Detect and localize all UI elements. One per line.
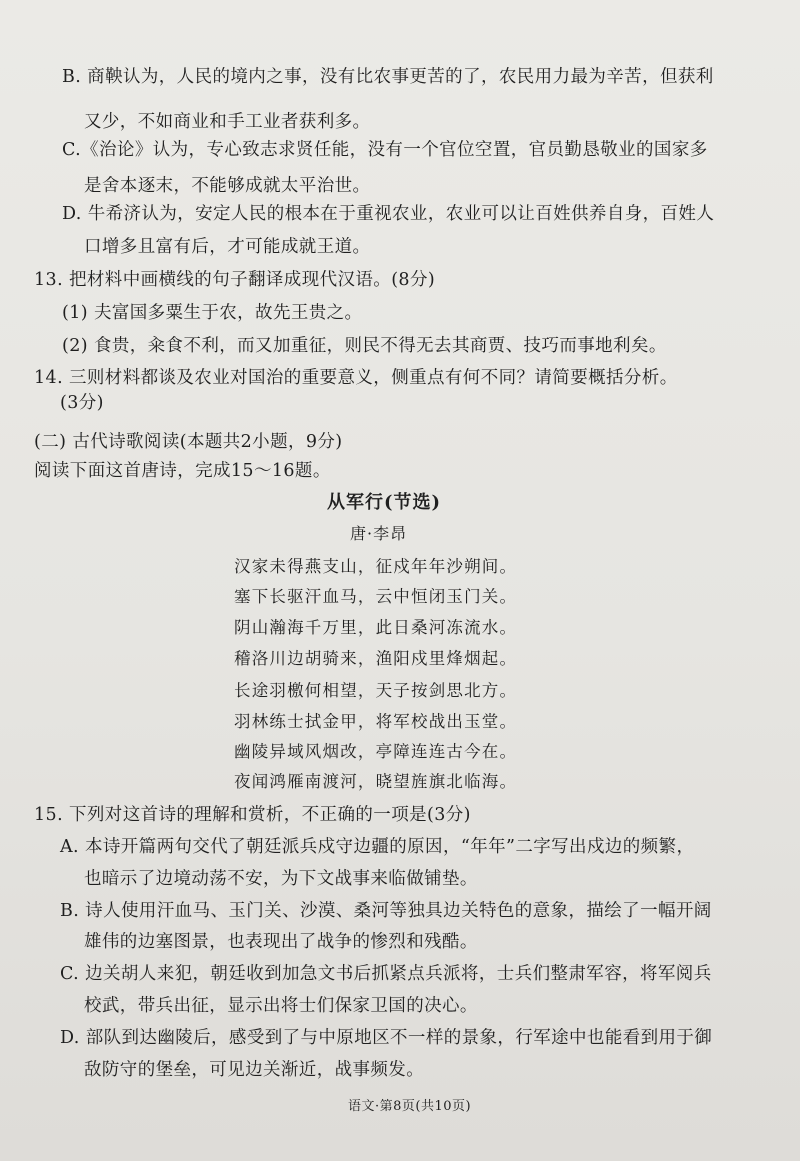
- question-14-line2: (3分): [60, 393, 104, 413]
- option-b-line1: B. 商鞅认为，人民的境内之事，没有比农事更苦的了，农民用力最为辛苦，但获利: [62, 67, 714, 87]
- question-15: 15. 下列对这首诗的理解和赏析，不正确的一项是(3分): [34, 805, 471, 825]
- page-footer: 语文·第8页(共10页): [348, 1099, 472, 1114]
- option-c-line1: C.《治论》认为，专心致志求贤任能，没有一个官位空置，官员勤恳敬业的国家多: [62, 140, 708, 160]
- section-heading: (二) 古代诗歌阅读(本题共2小题，9分): [34, 432, 343, 452]
- poem-line-6: 羽林练士拭金甲，将军校战出玉堂。: [234, 712, 518, 731]
- option-b-line2: 又少，不如商业和手工业者获利多。: [84, 112, 371, 132]
- q15-option-a-line2: 也暗示了边境动荡不安，为下文战事来临做铺垫。: [84, 869, 478, 889]
- question-14-line1: 14. 三则材料都谈及农业对国治的重要意义，侧重点有何不同？请简要概括分析。: [34, 368, 678, 388]
- poem-line-3: 阴山瀚海千万里，此日桑河冻流水。: [234, 618, 518, 637]
- q15-option-d-line1: D. 部队到达幽陵后，感受到了与中原地区不一样的景象，行军途中也能看到用于御: [60, 1028, 713, 1048]
- poem-line-1: 汉家未得燕支山，征戍年年沙朔间。: [234, 557, 518, 576]
- poem-line-4: 稽洛川边胡骑来，渔阳戍里烽烟起。: [234, 649, 518, 668]
- poem-title: 从军行(节选): [327, 492, 442, 513]
- question-13: 13. 把材料中画横线的句子翻译成现代汉语。(8分): [34, 270, 436, 290]
- question-13-item-1: (1) 夫富国多粟生于农，故先王贵之。: [62, 303, 363, 323]
- q15-option-d-line2: 敌防守的堡垒，可见边关渐近，战事频发。: [84, 1060, 425, 1080]
- q15-option-c-line2: 校武，带兵出征，显示出将士们保家卫国的决心。: [84, 996, 478, 1016]
- section-instruction: 阅读下面这首唐诗，完成15～16题。: [34, 461, 331, 481]
- option-c-line2: 是舍本逐末，不能够成就太平治世。: [84, 176, 371, 196]
- option-d-line1: D. 牛希济认为，安定人民的根本在于重视农业，农业可以让百姓供养自身，百姓人: [62, 204, 715, 224]
- question-13-item-2: (2) 食贵，籴食不利，而又加重征，则民不得无去其商贾、技巧而事地利矣。: [62, 336, 667, 356]
- option-d-line2: 口增多且富有后，才可能成就王道。: [84, 237, 371, 257]
- poem-line-7: 幽陵异域风烟改，亭障连连古今在。: [234, 742, 518, 761]
- q15-option-b-line2: 雄伟的边塞图景，也表现出了战争的惨烈和残酷。: [84, 932, 478, 952]
- poem-line-5: 长途羽檄何相望，天子按剑思北方。: [234, 681, 518, 700]
- q15-option-c-line1: C. 边关胡人来犯，朝廷收到加急文书后抓紧点兵派将，士兵们整肃军容，将军阅兵: [60, 964, 712, 984]
- poem-line-2: 塞下长驱汗血马，云中恒闭玉门关。: [234, 587, 518, 606]
- poem-author: 唐·李昂: [350, 524, 408, 543]
- poem-line-8: 夜闻鸿雁南渡河，晓望旌旗北临海。: [234, 772, 518, 791]
- q15-option-b-line1: B. 诗人使用汗血马、玉门关、沙漠、桑河等独具边关特色的意象，描绘了一幅开阔: [60, 901, 712, 921]
- q15-option-a-line1: A. 本诗开篇两句交代了朝廷派兵戍守边疆的原因，“年年”二字写出戍边的频繁，: [60, 837, 695, 857]
